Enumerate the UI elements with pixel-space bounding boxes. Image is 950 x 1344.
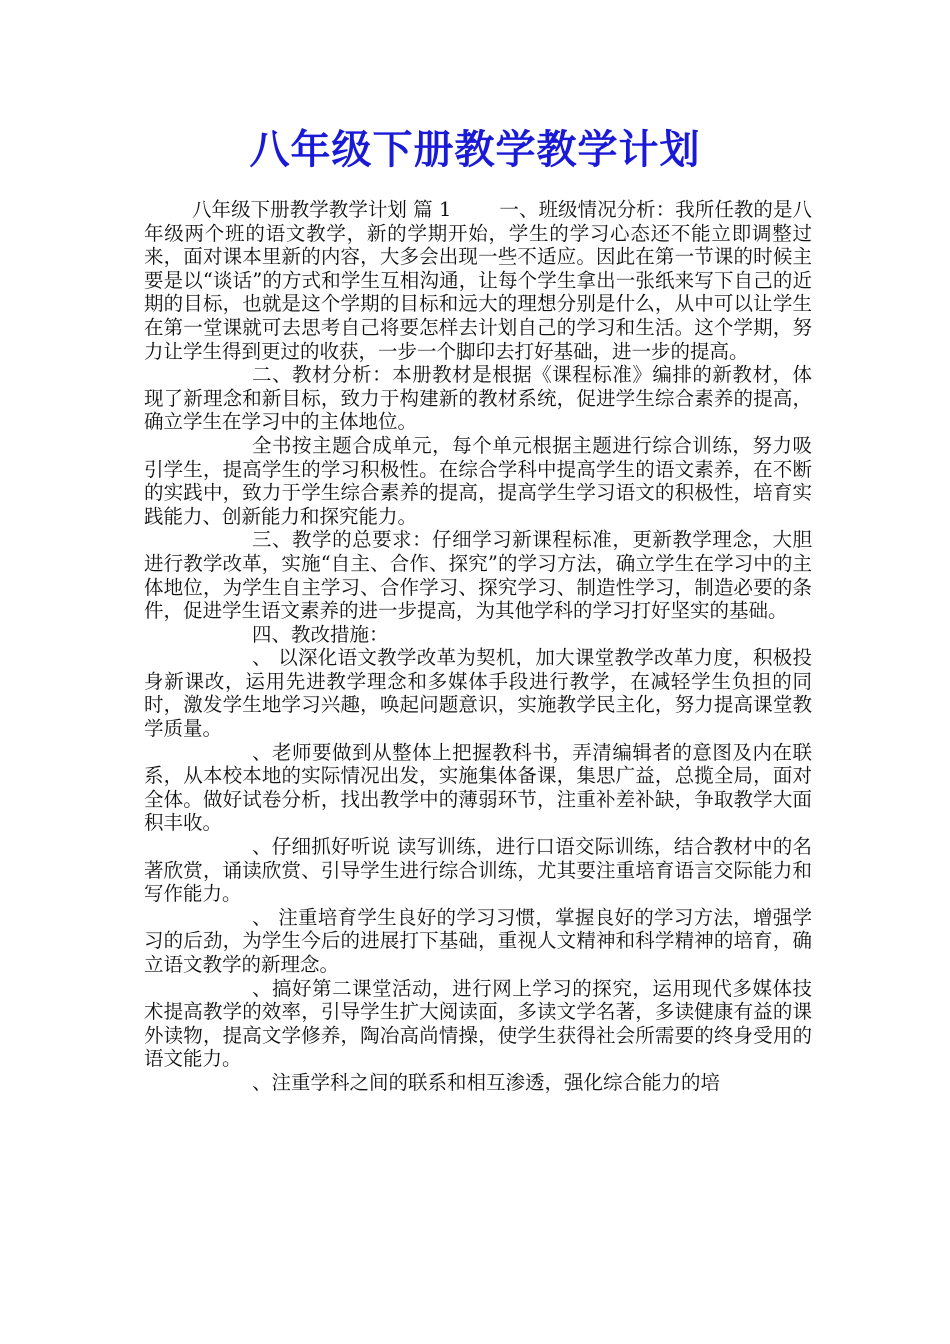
section-heading-label: 八年级下册教学教学计划 篇 1 — [192, 198, 452, 221]
paragraph-2: 二、教材分析：本册教材是根据《课程标准》编排的新教材，体现了新理念和新目标，致力于构建新的教材系统，促进学生综合素养的提高，确立学生在学习中的主体地位。 — [144, 363, 812, 434]
paragraph-10: 、搞好第二课堂活动，进行网上学习的探究，运用现代多媒体技术提高教学的效率，引导学生扩大阅读面，多读文学名著，多读健康有益的课外读物，提高文学修养，陶冶高尚情操，使学生获得社会所需要的终身受用的语文能力。 — [144, 976, 812, 1071]
paragraph-3: 全书按主题合成单元，每个单元根据主题进行综合训练，努力吸引学生，提高学生的学习积极性。在综合学科中提高学生的语文素养，在不断的实践中，致力于学生综合素养的提高，提高学生学习语文的积极性，培育实践能力、创新能力和探究能力。 — [144, 433, 812, 528]
paragraph-1 — [144, 198, 812, 363]
paragraph-6: 、 以深化语文教学改革为契机，加大课堂教学改革力度，积极投身新课改，运用先进教学理念和多媒体手段进行教学，在减轻学生负担的同时，激发学生地学习兴趣，唤起问题意识，实施教学民主化，努力提高课堂教学质量。 — [144, 646, 812, 741]
paragraph-7: 、老师要做到从整体上把握教科书，弄清编辑者的意图及内在联系，从本校本地的实际情况出发，实施集体备课，集思广益，总揽全局，面对全体。做好试卷分析，找出教学中的薄弱环节，注重补差补缺，争取教学大面积丰收。 — [144, 740, 812, 835]
paragraph-11: 、注重学科之间的联系和相互渗透，强化综合能力的培 — [252, 1070, 721, 1094]
paragraph-8: 、仔细抓好听说 读写训练，进行口语交际训练，结合教材中的名著欣赏，诵读欣赏、引导学生进行综合训练，尤其要注重培育语言交际能力和写作能力。 — [144, 835, 812, 906]
paragraph-1-text: 一、班级情况分析：我所任教的是八年级两个班的语文教学，新的学期开始，学生的学习心态还不能立即调整过来，面对课本里新的内容，大多会出现一些不适应。因此在第一节课的时候主要是以“谈话”的方式和学生互相沟通，让每个学生拿出一张纸来写下自己的近期的目标，也就是这个学期的目标和远大的理想分别是什么，从中可以让学生在第一堂课就可去思考自己将要怎样去计划自己的学习和生活。这个学期，努力让学生得到更过的收获，一步一个脚印去打好基础，进一步的提高。 — [144, 198, 812, 363]
paragraph-5: 四、教改措施： — [252, 622, 389, 646]
document-title: 八年级下册教学教学计划 — [249, 127, 701, 173]
paragraph-4: 三、教学的总要求：仔细学习新课程标准，更新教学理念，大胆进行教学改革，实施“自主、合作、探究”的学习方法，确立学生在学习中的主体地位，为学生自主学习、合作学习、探究学习、制造性学习，制造必要的条件，促进学生语文素养的进一步提高，为其他学科的学习打好坚实的基础。 — [144, 528, 812, 623]
document-body — [144, 198, 812, 1095]
paragraph-9: 、 注重培育学生良好的学习习惯，掌握良好的学习方法，增强学习的后劲，为学生今后的进展打下基础，重视人文精神和科学精神的培育，确立语文教学的新理念。 — [144, 905, 812, 976]
